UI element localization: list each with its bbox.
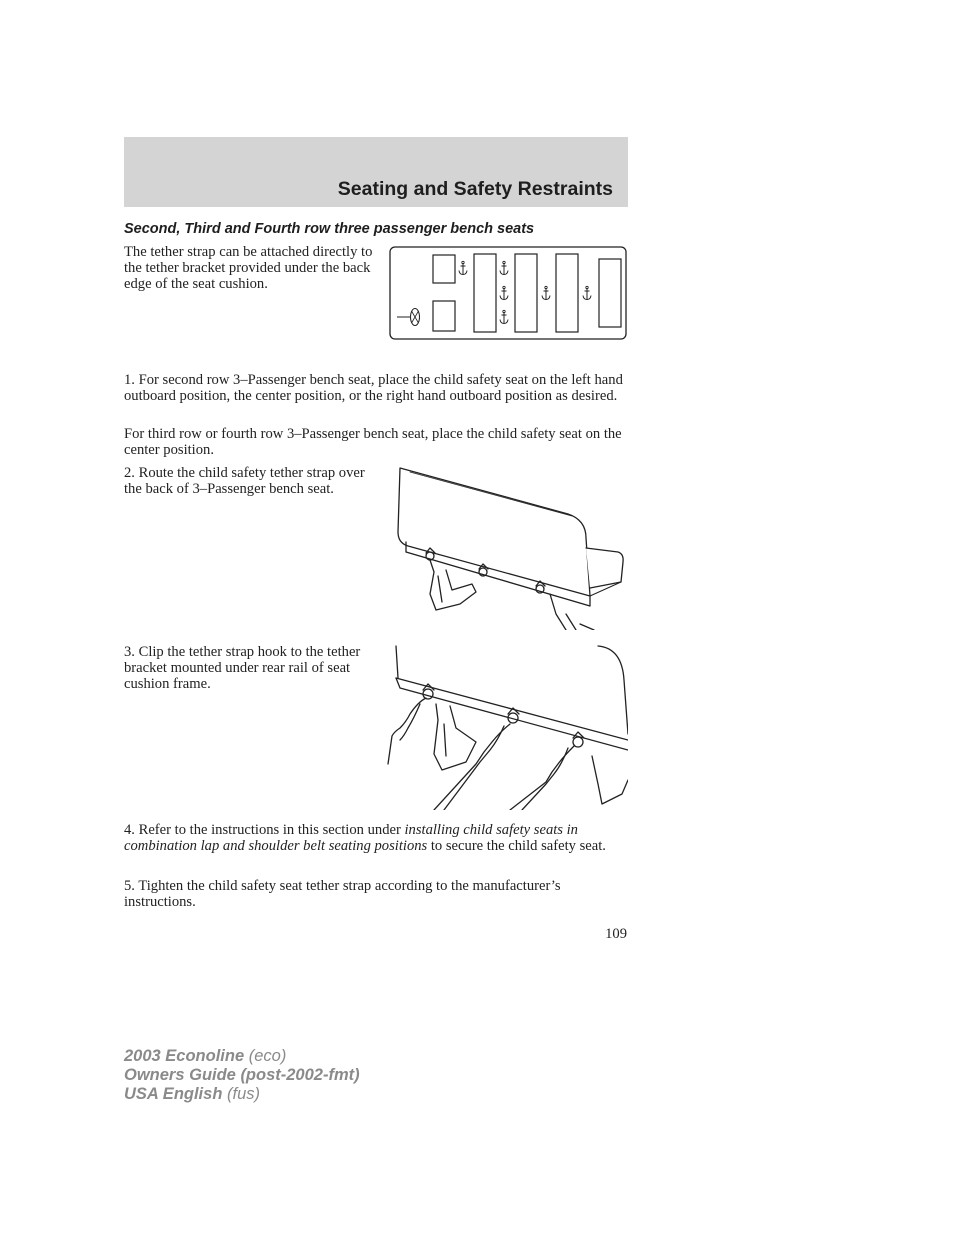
step-1-note: For third row or fourth row 3–Passenger bench seat, place the child safety seat on the center position. xyxy=(124,426,622,458)
section-heading: Second, Third and Fourth row three passenger bench seats xyxy=(124,221,535,237)
step-3: 3. Clip the tether strap hook to the tether bracket mounted under rear rail of seat cushion frame. xyxy=(124,644,361,692)
seat-layout-diagram xyxy=(389,246,627,340)
front-seat-passenger xyxy=(433,301,455,331)
step-4-suffix: to secure the child safety seat. xyxy=(427,838,606,854)
footer-model: 2003 Econoline xyxy=(124,1047,245,1065)
step-5: 5. Tighten the child safety seat tether strap according to the manufacturer’s instructions. xyxy=(124,878,561,910)
step-4 xyxy=(124,822,628,854)
bench-seat-illustration xyxy=(390,464,628,630)
page-number: 109 xyxy=(605,926,627,942)
footer-language: USA English xyxy=(124,1085,223,1103)
tether-clip-illustration xyxy=(386,644,628,810)
step-4-reference: installing child safety seats in combination lap and shoulder belt seating positions xyxy=(124,822,578,854)
footer-model-code: (eco) xyxy=(244,1047,287,1065)
second-row-bench xyxy=(474,254,496,332)
fifth-row-bench xyxy=(599,259,621,327)
step-4-prefix: 4. Refer to the instructions in this section under xyxy=(124,822,405,838)
step-2: 2. Route the child safety tether strap over the back of 3–Passenger bench seat. xyxy=(124,465,365,497)
footer-guide: Owners Guide (post-2002-fmt) xyxy=(124,1066,360,1084)
fourth-row-bench xyxy=(556,254,578,332)
page-title: Seating and Safety Restraints xyxy=(337,178,613,200)
footer-language-code: (fus) xyxy=(222,1085,260,1103)
front-seat-driver xyxy=(433,255,455,283)
footer xyxy=(124,1047,360,1104)
intro-text: The tether strap can be attached directly to the tether bracket provided under the back edge of the seat cushion. xyxy=(124,244,373,292)
header-band xyxy=(124,137,628,207)
third-row-bench xyxy=(515,254,537,332)
step-1: 1. For second row 3–Passenger bench seat, place the child safety seat on the left hand outboard position, the center position, or the right hand outboard position as desired. xyxy=(124,372,623,404)
